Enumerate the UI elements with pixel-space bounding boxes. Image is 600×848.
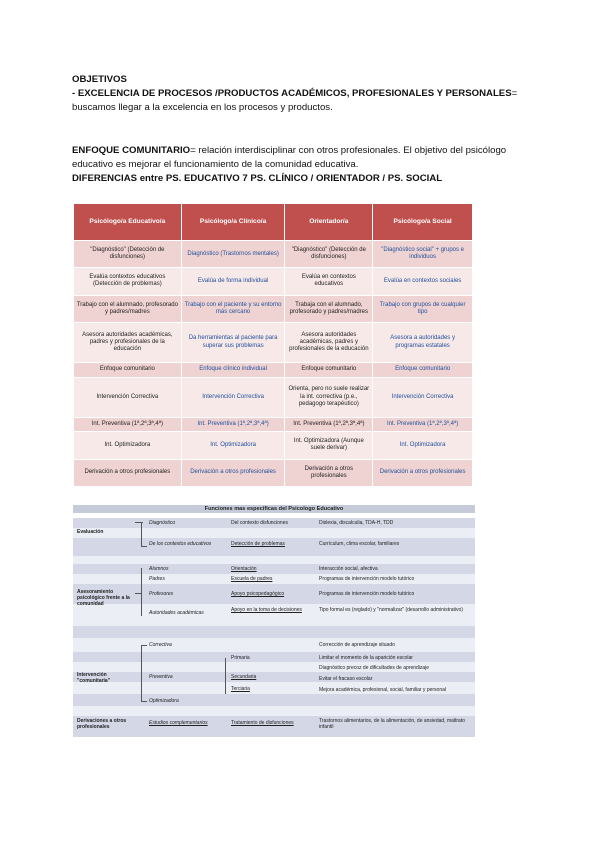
- table-cell: Trabajo con grupos de cualquier tipo: [373, 295, 473, 322]
- header-educativo: Psicólogo/a Educativo/a: [74, 204, 182, 241]
- intervencion-primaria-desc: Limitar el momento de la aparición escolar: [319, 655, 413, 661]
- intervencion-secundaria-desc: Diagnóstico precoz de dificultades de aprendizaje: [319, 665, 430, 671]
- table-cell: "Diagnóstico social" + grupos e individuos: [373, 241, 473, 268]
- asesoramiento-decisiones: Apoyo en la toma de decisiones: [231, 607, 302, 613]
- bracket-line: [141, 522, 142, 546]
- table-row: [73, 626, 475, 638]
- table-cell: Intervención Correctiva: [181, 377, 285, 417]
- label-evaluacion: Evaluación: [77, 529, 104, 535]
- enfoque-text: = relación interdisciplinar con otros profesionales. El objetivo del psicólogo educativo es mejorar el funcionamiento de la comunidad educativa.: [72, 145, 507, 170]
- asesoramiento-escuela: Escuela de padres: [231, 576, 273, 582]
- objetivos-text: = buscamos llegar a la excelencia en los procesos y productos.: [72, 88, 518, 113]
- table-row: [73, 638, 475, 652]
- asesoramiento-orientacion: Orientación: [231, 566, 257, 572]
- evaluacion-curriculum: Currículum, clima escolar, familiares: [319, 541, 400, 547]
- intervencion-correctiva-desc: Corrección de aprendizaje situado: [319, 642, 395, 648]
- asesoramiento-autoridades: Autoridades académicas: [149, 610, 204, 616]
- evaluacion-dislexia: Dislexia, discalculia, TDA-H, TDD: [319, 520, 394, 526]
- diferencias-heading: DIFERENCIAS entre PS. EDUCATIVO 7 PS. CLÍNICO / ORIENTADOR / PS. SOCIAL: [72, 173, 443, 184]
- derivaciones-estudios: Estudios complementarios: [149, 720, 208, 726]
- table-row: [74, 417, 473, 432]
- enfoque-bold: ENFOQUE COMUNITARIO: [72, 145, 191, 156]
- evaluacion-disfunciones: Del contexto disfunciones: [231, 520, 288, 526]
- intervencion-correctiva: Correctiva: [149, 642, 172, 648]
- table-cell: Diagnóstico (Trastornos mentales): [181, 241, 285, 268]
- comparison-table: [73, 203, 473, 487]
- intervencion-primaria: Primaria: [231, 655, 250, 661]
- enfoque-paragraph: [72, 144, 532, 171]
- table-cell: Evalúa en contextos educativos: [285, 268, 373, 295]
- table-row: [74, 432, 473, 459]
- intervencion-optimizadora-desc: Mejora académica, profesional, social, familiar y personal: [319, 687, 447, 693]
- bracket-line: [141, 546, 147, 547]
- evaluacion-diagnostico: Diagnóstico: [149, 520, 176, 526]
- table-cell: Derivación a otros profesionales: [373, 459, 473, 486]
- intervencion-optimizadora: Optimizadora: [149, 698, 179, 704]
- table-row: [74, 459, 473, 486]
- table-cell: Int. Optimizadora: [373, 432, 473, 459]
- label-asesoramiento: Asesoramiento psicológico frente a la comunidad: [77, 589, 130, 607]
- table-row: [74, 322, 473, 362]
- header-clinico: Psicólogo/a Clínico/a: [181, 204, 285, 241]
- table-cell: Int. Preventiva (1ª,2ª,3ª,4ª): [181, 417, 285, 432]
- bracket-line: [141, 568, 142, 616]
- bracket-line: [135, 593, 141, 594]
- table-cell: Intervención Correctiva: [373, 377, 473, 417]
- functions-table: [73, 505, 475, 737]
- table-cell: Trabajo con el paciente y su entorno más cercano: [181, 295, 285, 322]
- asesoramiento-padres: Padres: [149, 576, 165, 582]
- table-cell: Evalúa en contextos sociales: [373, 268, 473, 295]
- table-row: [74, 377, 473, 417]
- asesoramiento-apoyo: Apoyo psicopedagógico: [231, 591, 285, 597]
- evaluacion-deteccion: Detección de problemas: [231, 541, 285, 547]
- bracket-line: [141, 645, 147, 646]
- table-cell: Intervención Correctiva: [74, 377, 182, 417]
- table-row: [74, 295, 473, 322]
- table-cell: Derivación a otros profesionales: [181, 459, 285, 486]
- table-cell: Da herramientas al paciente para superar sus problemas: [181, 322, 285, 362]
- asesoramiento-interaccion: Interacción social, afectiva: [319, 566, 378, 572]
- table-cell: Trabaja con el alumnado, profesorado y padres/madres: [285, 295, 373, 322]
- table-row: [73, 694, 475, 706]
- table-cell: "Diagnóstico" (Detección de disfunciones): [74, 241, 182, 268]
- table-cell: Asesora a autoridades y programas estatales: [373, 322, 473, 362]
- asesoramiento-programas-2: Programas de intervención modelo tutórico: [319, 591, 415, 597]
- table-cell: Enfoque comunitario: [74, 363, 182, 378]
- asesoramiento-programas-1: Programas de intervención modelo tutórico: [319, 576, 415, 582]
- asesoramiento-profesores: Profesores: [149, 591, 174, 597]
- table-cell: Asesora autoridades académicas, padres y profesionales de la educación: [285, 322, 373, 362]
- table-row: [73, 564, 475, 574]
- table-cell: Int. Preventiva (1ª,2ª,3ª,4ª): [285, 417, 373, 432]
- table-cell: Evalúa de forma individual: [181, 268, 285, 295]
- bracket-line: [225, 658, 226, 694]
- intervencion-preventiva: Preventiva: [149, 674, 173, 680]
- functions-table-title: Funciones mas especificas del Psicologo Educativo: [73, 505, 475, 513]
- table-cell: Int. Optimizadora: [74, 432, 182, 459]
- table-row: [73, 652, 475, 662]
- objetivos-bold: - EXCELENCIA DE PROCESOS /PRODUCTOS ACADÉMICOS, PROFESIONALES Y PERSONALES: [72, 88, 512, 99]
- table-cell: Enfoque comunitario: [373, 363, 473, 378]
- header-orientador: Orientador/a: [285, 204, 373, 241]
- asesoramiento-tipo: Tipo formal es (reglado) y "normalizar" (desarrollo administrativo): [319, 607, 463, 613]
- table-cell: Derivación a otros profesionales: [74, 459, 182, 486]
- table-row: [74, 268, 473, 295]
- intervencion-terciaria: Terciaria: [231, 686, 250, 692]
- table-row: [74, 363, 473, 378]
- asesoramiento-alumnos: Alumnos: [149, 566, 169, 572]
- table-cell: Derivación a otros profesionales: [285, 459, 373, 486]
- header-social: Psicólogo/a Social: [373, 204, 473, 241]
- derivaciones-trastornos: Trastornos alimentarios, de la alimentación, de ansiedad, maltrato infantil: [319, 718, 466, 730]
- table-row: [73, 574, 475, 584]
- table-row: [73, 706, 475, 716]
- table-cell: Enfoque clínico individual: [181, 363, 285, 378]
- section-heading-objetivos: OBJETIVOS: [72, 74, 127, 85]
- table-cell: Enfoque comunitario: [285, 363, 373, 378]
- table-cell: Orienta, pero no suele realizar la int. correctiva (p.e., pedagogo terapéutico): [285, 377, 373, 417]
- table-cell: "Diagnóstico" (Detección de disfunciones): [285, 241, 373, 268]
- table-cell: Trabajo con el alumnado, profesorado y padres/madres: [74, 295, 182, 322]
- table-cell: Int. Optimizadora (Aunque suele derivar): [285, 432, 373, 459]
- intervencion-secundaria: Secundaria: [231, 674, 257, 680]
- intervencion-terciaria-desc: Evitar el fracaso escolar: [319, 676, 373, 682]
- table-cell: Asesora autoridades académicas, padres y profesionales de la educación: [74, 322, 182, 362]
- objetivos-paragraph: [72, 87, 532, 114]
- table-row: [73, 556, 475, 564]
- table-cell: Int. Preventiva (1ª,2ª,3ª,4ª): [74, 417, 182, 432]
- bracket-line: [141, 645, 142, 701]
- derivaciones-tratamiento: Tratamiento de disfunciones: [231, 720, 294, 726]
- table-cell: Int. Preventiva (1ª,2ª,3ª,4ª): [373, 417, 473, 432]
- table-row: [74, 241, 473, 268]
- table-cell: Evalúa contextos educativos (Detección de problemas): [74, 268, 182, 295]
- table-cell: Int. Optimizadora: [181, 432, 285, 459]
- bracket-line: [141, 701, 147, 702]
- evaluacion-contextos: De los contextos educativos: [149, 541, 212, 547]
- label-derivaciones: Derivaciones a otros profesionales: [77, 718, 127, 730]
- label-intervencion: Intervención "comunitaria": [77, 672, 111, 684]
